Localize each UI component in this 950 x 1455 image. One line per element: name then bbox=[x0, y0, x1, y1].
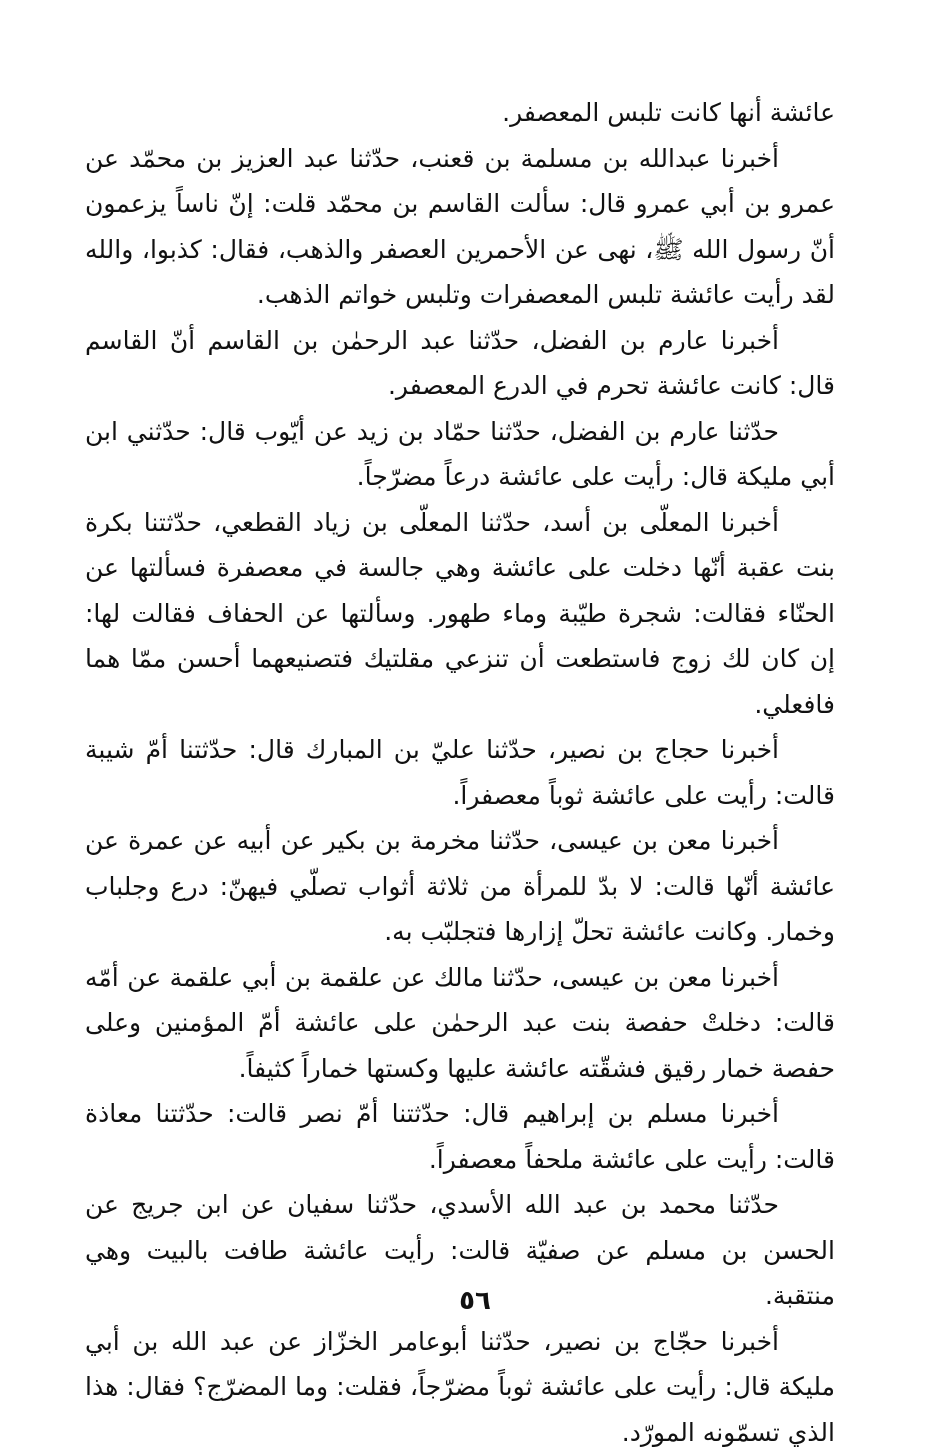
hadith-paragraph: أخبرنا مسلم بن إبراهيم قال: حدّثتنا أمّ نصر قالت: حدّثتنا معاذة قالت: رأيت على عائشة ملحفاً معصفراً. bbox=[85, 1091, 835, 1182]
hadith-paragraph: حدّثنا عارم بن الفضل، حدّثنا حمّاد بن زيد عن أيّوب قال: حدّثني ابن أبي مليكة قال: رأيت على عائشة درعاً مضرّجاً. bbox=[85, 409, 835, 500]
page-number: ٥٦ bbox=[0, 1286, 950, 1316]
hadith-paragraph: حدّثنا محمد بن عبد الله الأسدي، حدّثنا سفيان عن ابن جريج عن الحسن بن مسلم عن صفيّة قالت: رأيت عائشة طافت بالبيت وهي منتقبة. bbox=[85, 1182, 835, 1319]
hadith-paragraph: أخبرنا حجّاج بن نصير، حدّثنا أبوعامر الخزّاز عن عبد الله بن أبي مليكة قال: رأيت على عائشة ثوباً مضرّجاً، فقلت: وما المضرّج؟ فقال: هذا الذي تسمّونه المورّد. bbox=[85, 1319, 835, 1455]
hadith-paragraph: أخبرنا حجاج بن نصير، حدّثنا عليّ بن المبارك قال: حدّثتنا أمّ شيبة قالت: رأيت على عائشة ثوباً معصفراً. bbox=[85, 727, 835, 818]
hadith-paragraph: أخبرنا عبدالله بن مسلمة بن قعنب، حدّثنا عبد العزيز بن محمّد عن عمرو بن أبي عمرو قال: سألت القاسم بن محمّد قلت: إنّ ناساً يزعمون أنّ رسول الله ﷺ، نهى عن الأحمرين العصفر والذهب، فقال: كذبوا، والله لقد رأيت عائشة تلبس المعصفرات وتلبس خواتم الذهب. bbox=[85, 136, 835, 318]
page-body bbox=[85, 90, 835, 1455]
hadith-paragraph: أخبرنا عارم بن الفضل، حدّثنا عبد الرحمٰن بن القاسم أنّ القاسم قال: كانت عائشة تحرم في الدرع المعصفر. bbox=[85, 318, 835, 409]
hadith-paragraph: أخبرنا معن بن عيسى، حدّثنا مالك عن علقمة بن أبي علقمة عن أمّه قالت: دخلتْ حفصة بنت عبد الرحمٰن على عائشة أمّ المؤمنين وعلى حفصة خمار رقيق فشقّته عائشة عليها وكستها خماراً كثيفاً. bbox=[85, 955, 835, 1092]
paragraph-continuation: عائشة أنها كانت تلبس المعصفر. bbox=[85, 90, 835, 136]
hadith-paragraph: أخبرنا معن بن عيسى، حدّثنا مخرمة بن بكير عن أبيه عن عمرة عن عائشة أنّها قالت: لا بدّ للمرأة من ثلاثة أثواب تصلّي فيهنّ: درع وجلباب وخمار. وكانت عائشة تحلّ إزارها فتجلبّب به. bbox=[85, 818, 835, 955]
hadith-paragraph: أخبرنا المعلّى بن أسد، حدّثنا المعلّى بن زياد القطعي، حدّثتنا بكرة بنت عقبة أنّها دخلت على عائشة وهي جالسة في معصفرة فسألتها عن الحنّاء فقالت: شجرة طيّبة وماء طهور. وسألتها عن الحفاف فقالت لها: إن كان لك زوج فاستطعت أن تنزعي مقلتيك فتصنيعهما أحسن ممّا هما فافعلي. bbox=[85, 500, 835, 728]
